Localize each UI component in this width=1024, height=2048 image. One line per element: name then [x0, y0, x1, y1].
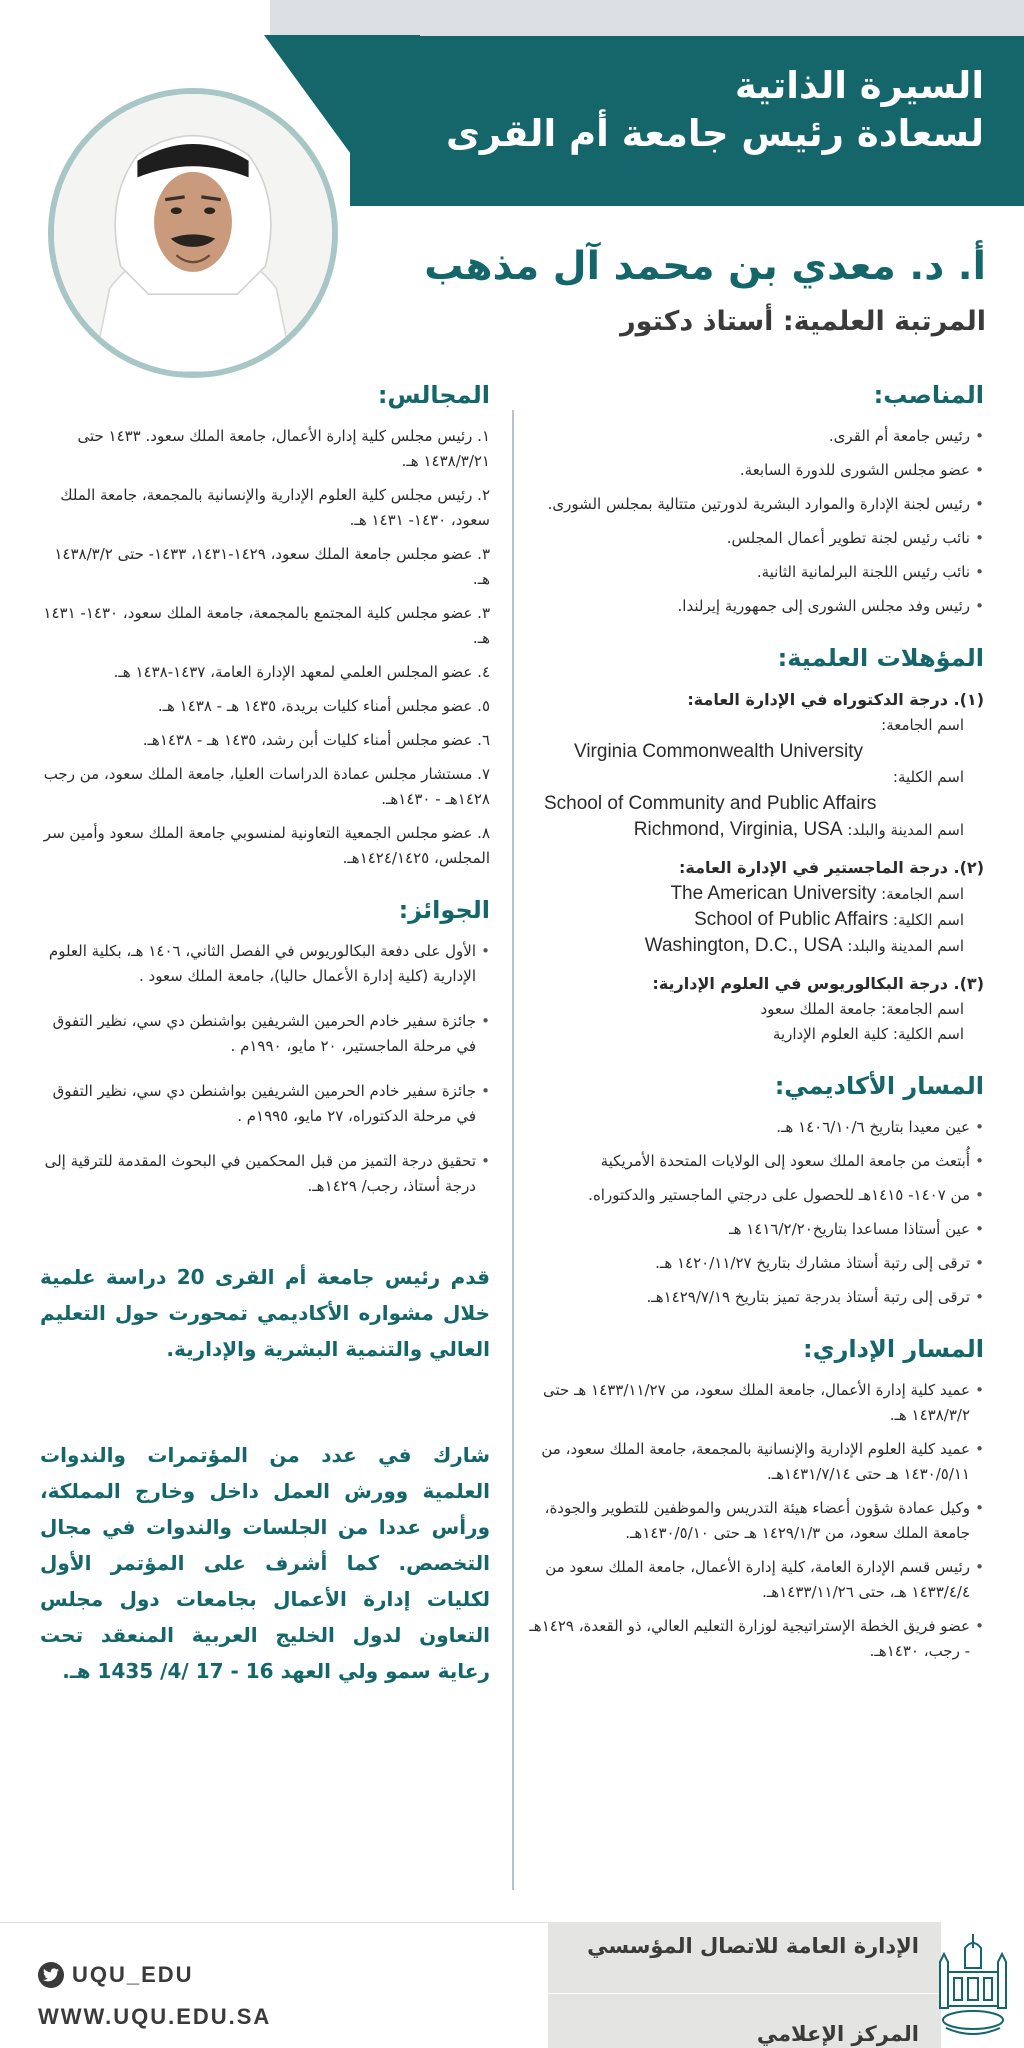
phd-title: (١). درجة الدكتوراه في الإدارة العامة:	[687, 690, 984, 709]
website-link[interactable]: WWW.UQU.EDU.SA	[38, 2004, 272, 2029]
qualifications-heading: المؤهلات العلمية:	[777, 644, 984, 672]
list-item: • نائب رئيس اللجنة البرلمانية الثانية.	[524, 560, 984, 585]
list-item: • رئيس قسم الإدارة العامة، كلية إدارة الأعمال، جامعة الملك سعود من ١٤٣٣/٤/٤ هـ، حتى ١٤٣٣/١١/٢٦هـ.	[524, 1555, 984, 1605]
list-item: • أُبتعث من جامعة الملك سعود إلى الولايات المتحدة الأمريكية	[524, 1149, 984, 1174]
twitter-icon	[38, 1962, 64, 1988]
list-item: • رئيس لجنة الإدارة والموارد البشرية لدورتين متتالية بمجلس الشورى.	[524, 492, 984, 517]
list-item: ٥. عضو مجلس أمناء كليات بريدة، ١٤٣٥ هـ - ١٤٣٨ هـ.	[157, 697, 490, 715]
masters-college-value: School of Public Affairs	[694, 909, 889, 930]
masters-degree	[524, 855, 984, 959]
awards-list	[40, 939, 490, 1199]
masters-uni-value: The American University	[670, 883, 877, 904]
list-item: • رئيس جامعة أم القرى.	[524, 424, 984, 449]
phd-city-value: Richmond, Virginia, USA	[633, 819, 843, 840]
councils-heading: المجالس:	[377, 381, 490, 409]
list-item: ٢. رئيس مجلس كلية العلوم الإدارية والإنسانية بالمجمعة، جامعة الملك سعود، ١٤٣٠- ١٤٣١ هـ.	[60, 486, 490, 529]
list-item: • من ١٤٠٧- ١٤١٥هـ للحصول على درجتي الماجستير والدكتوراه.	[524, 1183, 984, 1208]
phd-degree	[524, 687, 984, 843]
person-name: أ. د. معدي بن محمد آل مذهب	[424, 244, 986, 289]
portrait-illustration	[54, 94, 332, 372]
academic-list	[524, 1115, 984, 1310]
title-line-1: السيرة الذاتية	[734, 64, 984, 107]
phd-college-label: اسم الكلية:	[892, 768, 964, 786]
bachelor-college: اسم الكلية: كلية العلوم الإدارية	[772, 1025, 964, 1043]
masters-college-row	[524, 907, 984, 933]
studies-callout: قدم رئيس جامعة أم القرى 20 دراسة علمية خلال مشواره الأكاديمي تمحورت حول التعليم العالي والتنمية البشرية والإدارية.	[40, 1265, 490, 1361]
list-item: • عميد كلية العلوم الإدارية والإنسانية بالمجمعة، جامعة الملك سعود، من ١٤٣٠/٥/١١ هـ حتى ١٤٣١/٧/١٤هـ.	[524, 1437, 984, 1487]
list-item: ١. رئيس مجلس كلية إدارة الأعمال، جامعة الملك سعود. ١٤٣٣ حتى ١٤٣٨/٣/٢١ هـ.	[77, 427, 490, 470]
title-line-2: لسعادة رئيس جامعة أم القرى	[446, 112, 984, 155]
admin-heading: المسار الإداري:	[803, 1335, 984, 1363]
bachelor-degree	[524, 971, 984, 1047]
footer-media-center: المركز الإعلامي	[756, 2022, 919, 2046]
list-item: ٧. مستشار مجلس عمادة الدراسات العليا، جامعة الملك سعود، من رجب ١٤٢٨هـ - ١٤٣٠هـ.	[43, 765, 490, 808]
bachelor-uni: اسم الجامعة: جامعة الملك سعود	[760, 1000, 964, 1018]
councils-list	[40, 424, 490, 871]
list-item: • جائزة سفير خادم الحرمين الشريفين بواشنطن دي سي، نظير التفوق في مرحلة الماجستير، ٢٠ مايو، ١٩٩٠م .	[40, 1009, 490, 1059]
awards-heading: الجوائز:	[398, 896, 490, 924]
bachelor-title: (٣). درجة البكالوريوس في العلوم الإدارية:	[652, 974, 984, 993]
list-item: • عضو مجلس الشورى للدورة السابعة.	[524, 458, 984, 483]
phd-city-row	[524, 817, 984, 843]
list-item: ٦. عضو مجلس أمناء كليات أبن رشد، ١٤٣٥ هـ - ١٤٣٨هـ.	[142, 731, 490, 749]
list-item: • نائب رئيس لجنة تطوير أعمال المجلس.	[524, 526, 984, 551]
academic-section	[524, 1069, 984, 1310]
list-item: • تحقيق درجة التميز من قبل المحكمين في البحوث المقدمة للترقية إلى درجة أستاذ، رجب/ ١٤٢٩هـ.	[40, 1149, 490, 1199]
academic-heading: المسار الأكاديمي:	[774, 1072, 984, 1100]
portrait-frame	[48, 88, 338, 378]
masters-city-value: Washington, D.C., USA	[644, 935, 843, 956]
portrait-photo	[54, 94, 332, 372]
list-item: • جائزة سفير خادم الحرمين الشريفين بواشنطن دي سي، نظير التفوق في مرحلة الدكتوراه، ٢٧ مايو، ١٩٩٥م .	[40, 1079, 490, 1129]
footer-band-separator	[548, 1993, 941, 1994]
column-divider	[512, 410, 514, 1890]
phd-uni-value: Virginia Commonwealth University	[574, 741, 863, 762]
phd-college-value: School of Community and Public Affairs	[544, 793, 877, 814]
list-item: • عضو فريق الخطة الإستراتيجية لوزارة التعليم العالي، ذو القعدة، ١٤٢٩هـ - رجب، ١٤٣٠هـ.	[524, 1614, 984, 1664]
list-item: ٣. عضو مجلس جامعة الملك سعود، ١٤٢٩-١٤٣١، ١٤٣٣- حتى ١٤٣٨/٣/٢ هـ.	[54, 545, 490, 588]
list-item: • عميد كلية إدارة الأعمال، جامعة الملك سعود، من ١٤٣٣/١١/٢٧ هـ حتى ١٤٣٨/٣/٢ هـ.	[524, 1378, 984, 1428]
twitter-handle-row[interactable]	[38, 1962, 194, 1988]
list-item: • رئيس وفد مجلس الشورى إلى جمهورية إيرلندا.	[524, 594, 984, 619]
admin-section	[524, 1332, 984, 1664]
admin-list	[524, 1378, 984, 1664]
positions-section	[524, 378, 984, 619]
list-item: ٨. عضو مجلس الجمعية التعاونية لمنسوبي جامعة الملك سعود وأمين سر المجلس، ١٤٢٤/١٤٢٥هـ.	[43, 824, 490, 867]
list-item: • ترقى إلى رتبة أستاذ مشارك بتاريخ ١٤٢٠/١١/٢٧ هـ.	[524, 1251, 984, 1276]
phd-city-label: اسم المدينة والبلد:	[847, 821, 964, 839]
university-logo-icon	[932, 1928, 1014, 2040]
councils-section	[40, 378, 490, 871]
list-item: • ترقى إلى رتبة أستاذ بدرجة تميز بتاريخ ١٤٢٩/٧/١٩هـ.	[524, 1285, 984, 1310]
list-item: ٤. عضو المجلس العلمي لمعهد الإدارة العامة، ١٤٣٧-١٤٣٨ هـ.	[113, 663, 490, 681]
masters-city-label: اسم المدينة والبلد:	[847, 937, 964, 955]
right-column	[524, 378, 984, 1686]
masters-college-label: اسم الكلية:	[892, 911, 964, 929]
list-item: • عين معيدا بتاريخ ١٤٠٦/١٠/٦ هـ.	[524, 1115, 984, 1140]
awards-section	[40, 893, 490, 1199]
qualifications-section	[524, 641, 984, 1047]
academic-rank: المرتبة العلمية: أستاذ دكتور	[620, 306, 986, 337]
masters-city-row	[524, 933, 984, 959]
positions-heading: المناصب:	[873, 381, 984, 409]
list-item: • عين أستاذا مساعدا بتاريخ١٤١٦/٢/٢٠ هـ	[524, 1217, 984, 1242]
twitter-handle: UQU_EDU	[72, 1962, 194, 1987]
masters-uni-row	[524, 881, 984, 907]
page-title	[424, 62, 984, 158]
phd-uni-label: اسم الجامعة:	[881, 716, 964, 734]
list-item: ٣. عضو مجلس كلية المجتمع بالمجمعة، جامعة الملك سعود، ١٤٣٠- ١٤٣١ هـ.	[43, 604, 490, 647]
masters-uni-label: اسم الجامعة:	[881, 885, 964, 903]
left-column	[40, 378, 490, 1689]
conferences-callout: شارك في عدد من المؤتمرات والندوات العلمية وورش العمل داخل وخارج المملكة، ورأس عددا من الجلسات والندوات في مجال التخصص. كما أشرف على المؤتمر الأول لكليات إدارة الأعمال بجامعات دول مجلس التعاون لدول الخليج العربية المنعقد تحت رعاية سمو ولي العهد 16 - 17 /4/ 1435 هـ.	[40, 1443, 490, 1683]
footer-department: الإدارة العامة للاتصال المؤسسي	[587, 1934, 919, 1958]
list-item: • الأول على دفعة البكالوريوس في الفصل الثاني، ١٤٠٦ هـ، بكلية العلوم الإدارية (كلية إدارة الأعمال حاليا)، جامعة الملك سعود .	[40, 939, 490, 989]
positions-list	[524, 424, 984, 619]
footer-divider	[0, 1922, 548, 1923]
masters-title: (٢). درجة الماجستير في الإدارة العامة:	[679, 858, 984, 877]
header-gray-band	[270, 0, 1024, 36]
list-item: • وكيل عمادة شؤون أعضاء هيئة التدريس والموظفين للتطوير والجودة، جامعة الملك سعود، من ١٤٢٩/١/٣ هـ حتى ١٤٣٠/٥/١٠هـ.	[524, 1496, 984, 1546]
